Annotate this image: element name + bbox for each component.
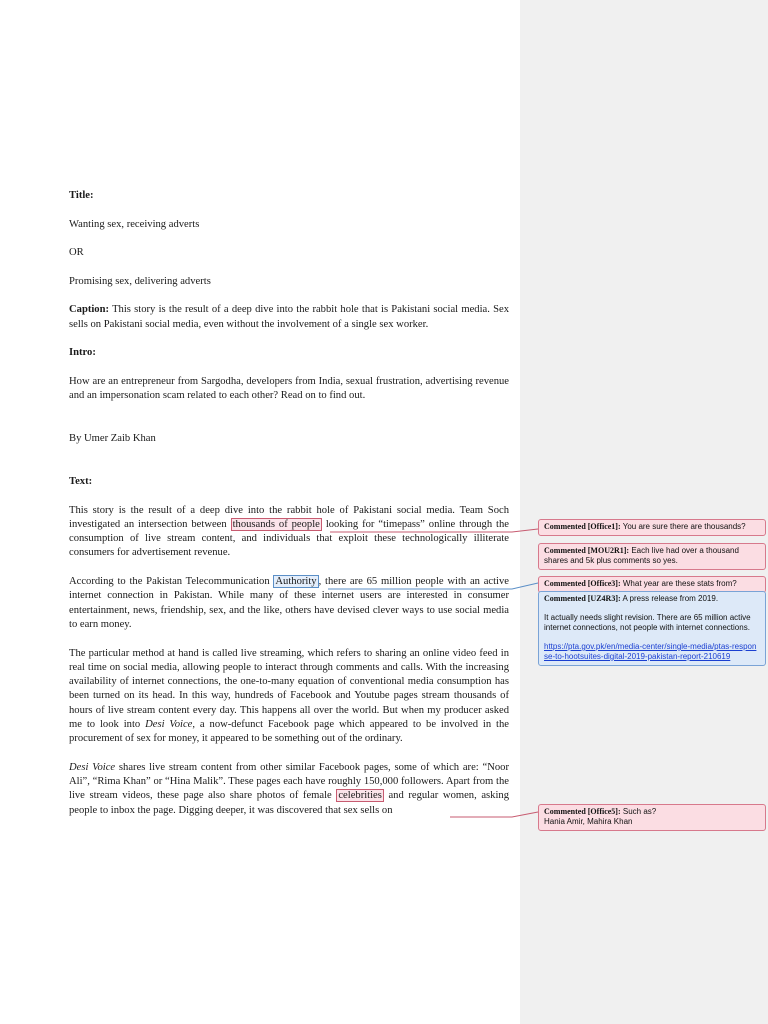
intro-paragraph: How are an entrepreneur from Sargodha, developers from India, sexual frustration, advertising revenue and an impersonation scam related to each other? Read on to find out. [69,375,509,402]
body-paragraph-2: According to the Pakistan Telecommunication Authority , there are 65 million people with an active internet connection in Pakistan. While many of these internet users are interested in consumer entertainment, news, friendship, sex, and the like, others have devised clever ways to use social media to earn money. [69,576,509,630]
comment-margin-pane [520,0,768,1024]
comment-anchor-office3[interactable]: Authority [275,576,317,588]
document-body[interactable] [69,189,509,832]
body-paragraph-3: The particular method at hand is called live streaming, which refers to sharing an online video feed in real time on social media, allowing people to interact through comments and calls. With the increasing availability of internet connections, the one-to-many equation of conventional media consumption has been turned on its head. In this way, hundreds of Facebook and Youtube pages stream thousands of hours of live stream content every day. This happens all over the world. But when my producer asked me to look into Desi Voice, a now-defunct Facebook page which appeared to be involved in the procurement of sex for money, it appeared to be something out of the ordinary. [69,647,509,745]
comment-office5-extra: Hania Amir, Mahira Khan [544,817,633,826]
comment-office1[interactable]: Commented [Office1]: You are sure there are thousands? [538,519,766,536]
comment-office3[interactable]: Commented [Office3]: What year are these stats from? [538,576,766,593]
comment-reply-uz4r3[interactable]: Commented [UZ4R3]: A press release from 2019. It actually needs slight revision. There are 65 million active internet connections, not people with internet connections. https://pta.gov.pk/en/media-center/single-media/ptas-response-to-hootsuites-digital-2019-pakistan-report-210619 [538,591,766,666]
text-heading: Text: [69,475,93,487]
or-separator: OR [69,247,84,259]
caption-text: This story is the result of a deep dive into the rabbit hole that is Pakistani social media. Sex sells on Pakistani social media, even without the involvement of a single sex worker. [69,304,509,330]
comment-anchor-office1[interactable]: thousands of people [232,518,320,530]
body-paragraph-1: This story is the result of a deep dive into the rabbit hole of Pakistani social media. Team Soch investigated an intersection between thousands of people looking for “timepass” online through the consumption of live stream content, and individuals that exploit these technologically illiterate consumers for advertisement revenue. [69,504,509,559]
body-paragraph-4: Desi Voice shares live stream content from other similar Facebook pages, some of which are: “Noor Ali”, “Rima Khan” or “Hina Malik”. These pages each have roughly 150,000 followers. Apart from the live stream videos, these page also share photos of female celebrities and regular women, asking people to inbox the page. Digging deeper, it was discovered that sex sells on [69,761,509,816]
title-option-1: Wanting sex, receiving adverts [69,218,200,230]
comment-reply-uz4r3-extra: It actually needs slight revision. There are 65 million active internet connections, not people with internet connections. [544,613,751,632]
intro-heading: Intro: [69,347,96,359]
caption-label: Caption: [69,304,110,316]
comment-anchor-office5[interactable]: celebrities [338,790,382,802]
title-option-2: Promising sex, delivering adverts [69,275,211,287]
pta-report-link[interactable]: https://pta.gov.pk/en/media-center/single-media/ptas-response-to-hootsuites-digital-2019-pakistan-report-210619 [544,642,757,661]
byline: By Umer Zaib Khan [69,433,156,445]
comment-reply-mou2r1[interactable]: Commented [MOU2R1]: Each live had over a thousand shares and 5k plus comments so yes. [538,543,766,570]
caption-paragraph [69,303,509,332]
title-heading: Title: [69,190,94,201]
comment-office5[interactable]: Commented [Office5]: Such as? Hania Amir, Mahira Khan [538,804,766,831]
